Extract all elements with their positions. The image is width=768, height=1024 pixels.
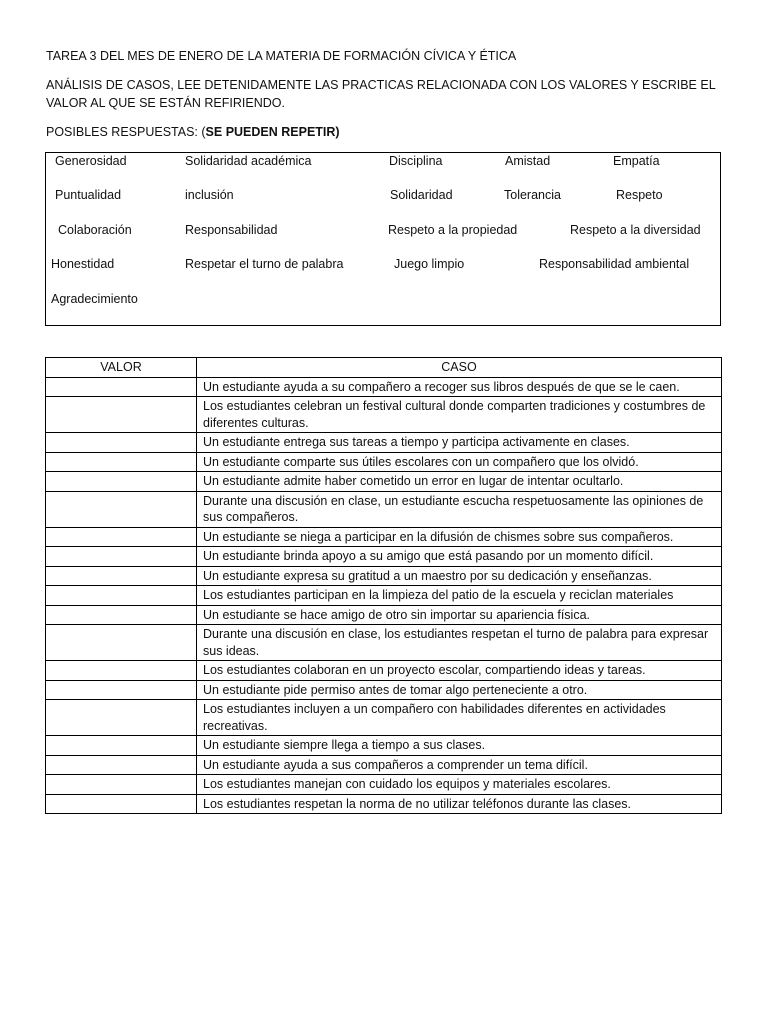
- valor-cell[interactable]: [46, 377, 197, 397]
- table-row: [46, 433, 722, 453]
- caso-cell: Un estudiante entrega sus tareas a tiempo y participa activamente en clases.: [197, 433, 722, 453]
- option: Disciplina: [389, 154, 443, 168]
- valor-cell[interactable]: [46, 755, 197, 775]
- caso-header: CASO: [197, 358, 722, 378]
- table-row: [46, 736, 722, 756]
- caso-cell: Un estudiante expresa su gratitud a un maestro por su dedicación y enseñanzas.: [197, 566, 722, 586]
- possible-answers-note: SE PUEDEN REPETIR): [205, 125, 340, 139]
- option: Amistad: [505, 154, 551, 168]
- table-row: [46, 775, 722, 795]
- valor-cell[interactable]: [46, 547, 197, 567]
- option: Solidaridad académica: [185, 154, 312, 168]
- caso-cell: Un estudiante pide permiso antes de tomar algo perteneciente a otro.: [197, 680, 722, 700]
- valor-cell[interactable]: [46, 586, 197, 606]
- valor-cell[interactable]: [46, 700, 197, 736]
- table-row: [46, 794, 722, 814]
- valor-cell[interactable]: [46, 452, 197, 472]
- options-box: [45, 152, 721, 326]
- valor-cell[interactable]: [46, 775, 197, 795]
- caso-cell: Los estudiantes colaboran en un proyecto escolar, compartiendo ideas y tareas.: [197, 661, 722, 681]
- valor-cell[interactable]: [46, 625, 197, 661]
- option: Respeto a la propiedad: [388, 223, 518, 237]
- caso-cell: Un estudiante admite haber cometido un error en lugar de intentar ocultarlo.: [197, 472, 722, 492]
- caso-cell: Un estudiante se hace amigo de otro sin importar su apariencia física.: [197, 605, 722, 625]
- possible-answers-label: [46, 123, 726, 141]
- table-row: [46, 661, 722, 681]
- instructions: ANÁLISIS DE CASOS, LEE DETENIDAMENTE LAS PRACTICAS RELACIONADA CON LOS VALORES Y ESCRIBE EL VALOR AL QUE SE ESTÁN REFIRIENDO.: [46, 78, 716, 110]
- table-row: [46, 586, 722, 606]
- option: Colaboración: [58, 223, 132, 237]
- table-row: [46, 625, 722, 661]
- page-title: TAREA 3 DEL MES DE ENERO DE LA MATERIA DE FORMACIÓN CÍVICA Y ÉTICA: [46, 49, 517, 63]
- valor-cell[interactable]: [46, 491, 197, 527]
- valor-cell[interactable]: [46, 433, 197, 453]
- option: inclusión: [185, 188, 234, 202]
- option: Tolerancia: [504, 188, 561, 202]
- caso-cell: Un estudiante ayuda a sus compañeros a comprender un tema difícil.: [197, 755, 722, 775]
- possible-answers-prefix: POSIBLES RESPUESTAS: (: [46, 125, 206, 139]
- option: Respeto: [616, 188, 663, 202]
- caso-cell: Un estudiante siempre llega a tiempo a sus clases.: [197, 736, 722, 756]
- caso-cell: Los estudiantes celebran un festival cultural donde comparten tradiciones y costumbres de diferentes culturas.: [197, 397, 722, 433]
- table-row: [46, 547, 722, 567]
- option: Respetar el turno de palabra: [185, 257, 344, 271]
- valor-cell[interactable]: [46, 472, 197, 492]
- option: Juego limpio: [394, 257, 465, 271]
- option: Responsabilidad ambiental: [539, 257, 690, 271]
- table-row: [46, 527, 722, 547]
- valor-cell[interactable]: [46, 794, 197, 814]
- table-row: [46, 700, 722, 736]
- table-row: [46, 491, 722, 527]
- table-row: [46, 377, 722, 397]
- caso-cell: Los estudiantes incluyen a un compañero con habilidades diferentes en actividades recreativas.: [197, 700, 722, 736]
- table-row: [46, 472, 722, 492]
- caso-cell: Durante una discusión en clase, un estudiante escucha respetuosamente las opiniones de sus compañeros.: [197, 491, 722, 527]
- option: Responsabilidad: [185, 223, 278, 237]
- table-row: [46, 452, 722, 472]
- caso-cell: Un estudiante ayuda a su compañero a recoger sus libros después de que se le caen.: [197, 377, 722, 397]
- option: Solidaridad: [390, 188, 453, 202]
- caso-cell: Durante una discusión en clase, los estudiantes respetan el turno de palabra para expresar sus ideas.: [197, 625, 722, 661]
- valor-cell[interactable]: [46, 661, 197, 681]
- table-row: [46, 605, 722, 625]
- caso-cell: Los estudiantes manejan con cuidado los equipos y materiales escolares.: [197, 775, 722, 795]
- valor-cell[interactable]: [46, 680, 197, 700]
- caso-cell: Los estudiantes respetan la norma de no utilizar teléfonos durante las clases.: [197, 794, 722, 814]
- valor-cell[interactable]: [46, 527, 197, 547]
- valor-cell[interactable]: [46, 605, 197, 625]
- table-row: [46, 566, 722, 586]
- caso-cell: Un estudiante brinda apoyo a su amigo que está pasando por un momento difícil.: [197, 547, 722, 567]
- option: Generosidad: [55, 154, 127, 168]
- table-row: [46, 680, 722, 700]
- valor-header: VALOR: [46, 358, 197, 378]
- valor-cell[interactable]: [46, 397, 197, 433]
- table-header-row: [46, 358, 722, 378]
- caso-cell: Un estudiante se niega a participar en la difusión de chismes sobre sus compañeros.: [197, 527, 722, 547]
- option: Honestidad: [51, 257, 115, 271]
- table-row: [46, 755, 722, 775]
- option: Agradecimiento: [51, 292, 138, 306]
- option: Respeto a la diversidad: [570, 223, 701, 237]
- caso-cell: Los estudiantes participan en la limpieza del patio de la escuela y reciclan materiales: [197, 586, 722, 606]
- cases-table: [45, 357, 722, 814]
- valor-cell[interactable]: [46, 566, 197, 586]
- valor-cell[interactable]: [46, 736, 197, 756]
- option: Puntualidad: [55, 188, 122, 202]
- option: Empatía: [613, 154, 660, 168]
- caso-cell: Un estudiante comparte sus útiles escolares con un compañero que los olvidó.: [197, 452, 722, 472]
- table-row: [46, 397, 722, 433]
